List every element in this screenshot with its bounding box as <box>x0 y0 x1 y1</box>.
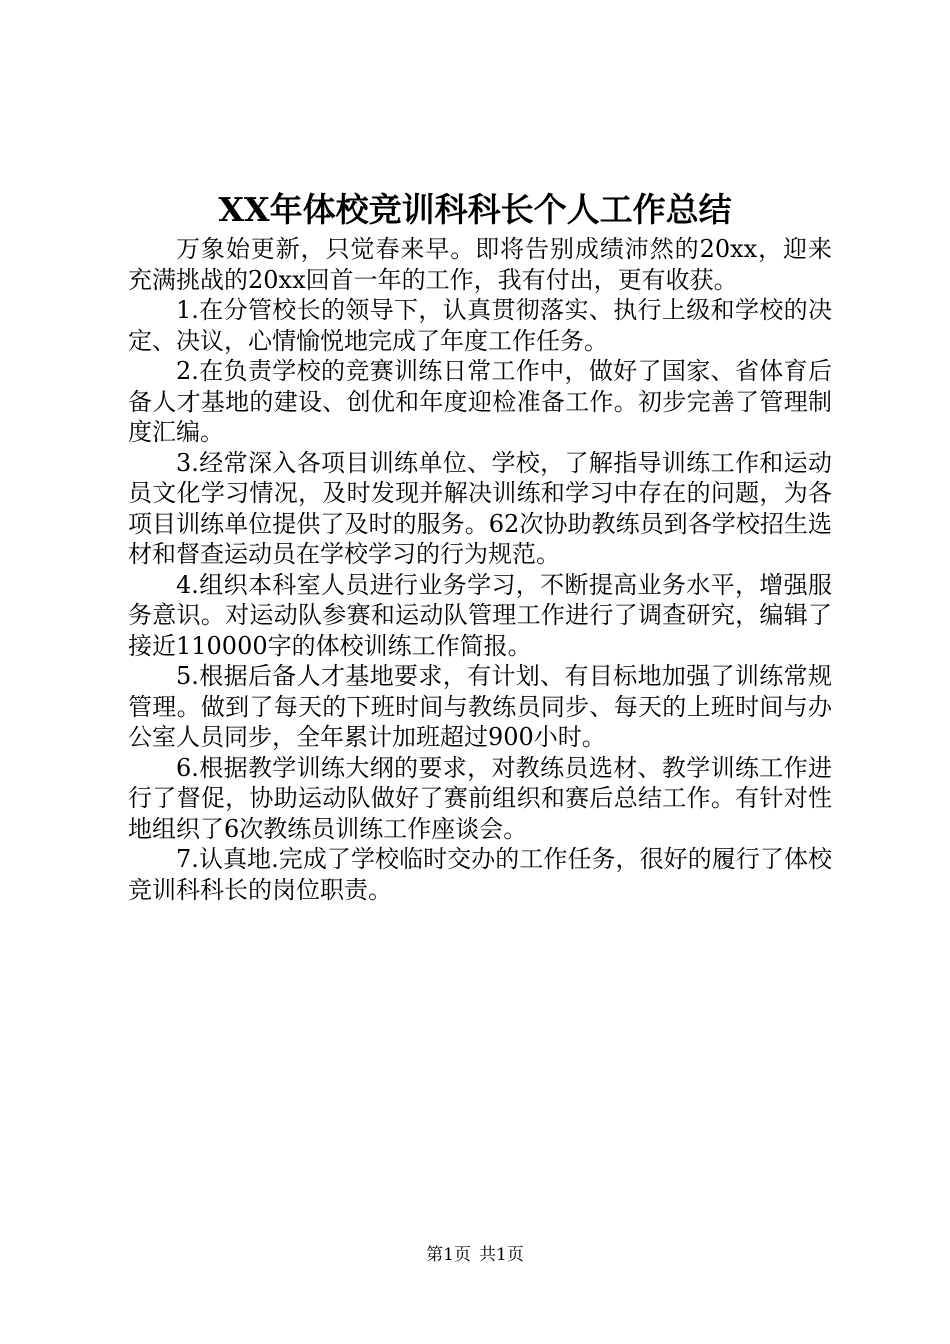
paragraph-item-3: 3.经常深入各项目训练单位、学校，了解指导训练工作和运动员文化学习情况，及时发现并解决训练和学习中存在的问题，为各项目训练单位提供了及时的服务。62次协助教练员到各学校招生选材和督查运动员在学校学习的行为规范。 <box>128 448 832 568</box>
page-footer <box>0 1243 950 1267</box>
paragraph-item-4: 4.组织本科室人员进行业务学习，不断提高业务水平，增强服务意识。对运动队参赛和运动队管理工作进行了调查研究，编辑了接近110000字的体校训练工作简报。 <box>128 570 832 660</box>
paragraph-item-1: 1.在分管校长的领导下，认真贯彻落实、执行上级和学校的决定、决议，心情愉悦地完成了年度工作任务。 <box>128 296 832 355</box>
document-title: XX年体校竞训科科长个人工作总结 <box>218 190 732 229</box>
page-total: 共1页 <box>479 1245 524 1265</box>
paragraph-item-2: 2.在负责学校的竞赛训练日常工作中，做好了国家、省体育后备人才基地的建设、创优和年度迎检准备工作。初步完善了管理制度汇编。 <box>128 357 832 446</box>
paragraph-intro: 万象始更新，只觉春来早。即将告别成绩沛然的20xx，迎来充满挑战的20xx回首一年的工作，我有付出，更有收获。 <box>128 235 832 294</box>
page-number: 第1页 <box>426 1245 471 1265</box>
paragraph-item-6: 6.根据教学训练大纲的要求，对教练员选材、教学训练工作进行了督促，协助运动队做好了赛前组织和赛后总结工作。有针对性地组织了6次教练员训练工作座谈会。 <box>128 753 832 843</box>
document-body <box>128 234 832 905</box>
paragraph-item-5: 5.根据后备人才基地要求，有计划、有目标地加强了训练常规管理。做到了每天的下班时间与教练员同步、每天的上班时间与办公室人员同步，全年累计加班超过900小时。 <box>128 662 832 751</box>
paragraph-item-7: 7.认真地.完成了学校临时交办的工作任务，很好的履行了体校竞训科科长的岗位职责。 <box>128 845 832 904</box>
